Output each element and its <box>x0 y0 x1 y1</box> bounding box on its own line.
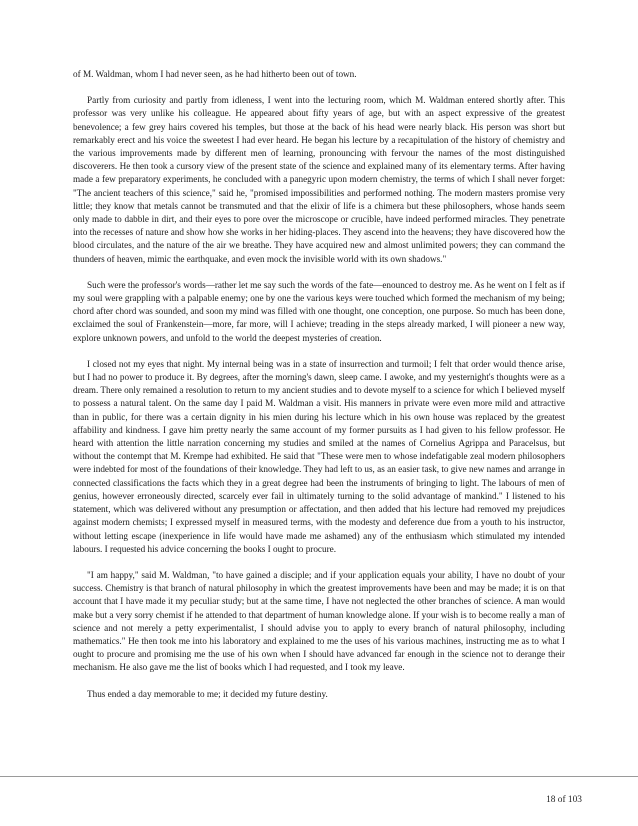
page-body <box>73 68 565 714</box>
paragraph-4: I closed not my eyes that night. My internal being was in a state of insurrection and turmoil; I felt that order would thence arise, but I had no power to produce it. By degrees, after the morning's dawn, sleep came. I awoke, and my yesternight's thoughts were as a dream. There only remained a resolution to return to my ancient studies and to devote myself to a science for which I believed myself to possess a natural talent. On the same day I paid M. Waldman a visit. His manners in private were even more mild and attractive than in public, for there was a certain dignity in his mien during his lecture which in his own house was replaced by the greatest affability and kindness. I gave him pretty nearly the same account of my former pursuits as I had given to his fellow professor. He heard with attention the little narration concerning my studies and smiled at the names of Cornelius Agrippa and Paracelsus, but without the contempt that M. Krempe had exhibited. He said that "These were men to whose indefatigable zeal modern philosophers were indebted for most of the foundations of their knowledge. They had left to us, as an easier task, to give new names and arrange in connected classifications the facts which they in a great degree had been the instruments of bringing to light. The labours of men of genius, however erroneously directed, scarcely ever fail in ultimately turning to the solid advantage of mankind." I listened to his statement, which was delivered without any presumption or affectation, and then added that his lecture had removed my prejudices against modern chemists; I expressed myself in measured terms, with the modesty and deference due from a youth to his instructor, without letting escape (inexperience in life would have made me ashamed) any of the enthusiasm which stimulated my intended labours. I requested his advice concerning the books I ought to procure. <box>73 358 565 554</box>
paragraph-2: Partly from curiosity and partly from idleness, I went into the lecturing room, which M. Waldman entered shortly after. This professor was very unlike his colleague. He appeared about fifty years of age, but with an aspect expressive of the greatest benevolence; a few grey hairs covered his temples, but those at the back of his head were nearly black. His person was short but remarkably erect and his voice the sweetest I had ever heard. He began his lecture by a recapitulation of the history of chemistry and the various improvements made by different men of learning, pronouncing with fervour the names of the most distinguished discoverers. He then took a cursory view of the present state of the science and explained many of its elementary terms. After having made a few preparatory experiments, he concluded with a panegyric upon modern chemistry, the terms of which I shall never forget: "The ancient teachers of this science," said he, "promised impossibilities and performed nothing. The modern masters promise very little; they know that metals cannot be transmuted and that the elixir of life is a chimera but these philosophers, whose hands seem only made to dabble in dirt, and their eyes to pore over the microscope or crucible, have indeed performed miracles. They penetrate into the recesses of nature and show how she works in her hiding-places. They ascend into the heavens; they have discovered how the blood circulates, and the nature of the air we breathe. They have acquired new and almost unlimited powers; they can command the thunders of heaven, mimic the earthquake, and even mock the invisible world with its own shadows." <box>73 95 565 264</box>
paragraph-6: Thus ended a day memorable to me; it decided my future destiny. <box>87 688 328 699</box>
paragraph-3: Such were the professor's words—rather let me say such the words of the fate—enounced to destroy me. As he went on I felt as if my soul were grappling with a palpable enemy; one by one the various keys were touched which formed the mechanism of my being; chord after chord was sounded, and soon my mind was filled with one thought, one conception, one purpose. So much has been done, exclaimed the soul of Frankenstein—more, far more, will I achieve; treading in the steps already marked, I will pioneer a new way, explore unknown powers, and unfold to the world the deepest mysteries of creation. <box>73 279 565 343</box>
paragraph-5: "I am happy," said M. Waldman, "to have gained a disciple; and if your application equals your ability, I have no doubt of your success. Chemistry is that branch of natural philosophy in which the greatest improvements have been and may be made; it is on that account that I have made it my peculiar study; but at the same time, I have not neglected the other branches of science. A man would make but a very sorry chemist if he attended to that department of human knowledge alone. If your wish is to become really a man of science and not merely a petty experimentalist, I should advise you to apply to every branch of natural philosophy, including mathematics." He then took me into his laboratory and explained to me the uses of his various machines, instructing me as to what I ought to procure and promising me the use of his own when I should have advanced far enough in the science not to derange their mechanism. He also gave me the list of books which I had requested, and I took my leave. <box>73 569 565 673</box>
paragraph-1: of M. Waldman, whom I had never seen, as he had hitherto been out of town. <box>73 69 357 79</box>
page-number: 18 of 103 <box>546 795 582 805</box>
footer-divider <box>0 776 638 777</box>
